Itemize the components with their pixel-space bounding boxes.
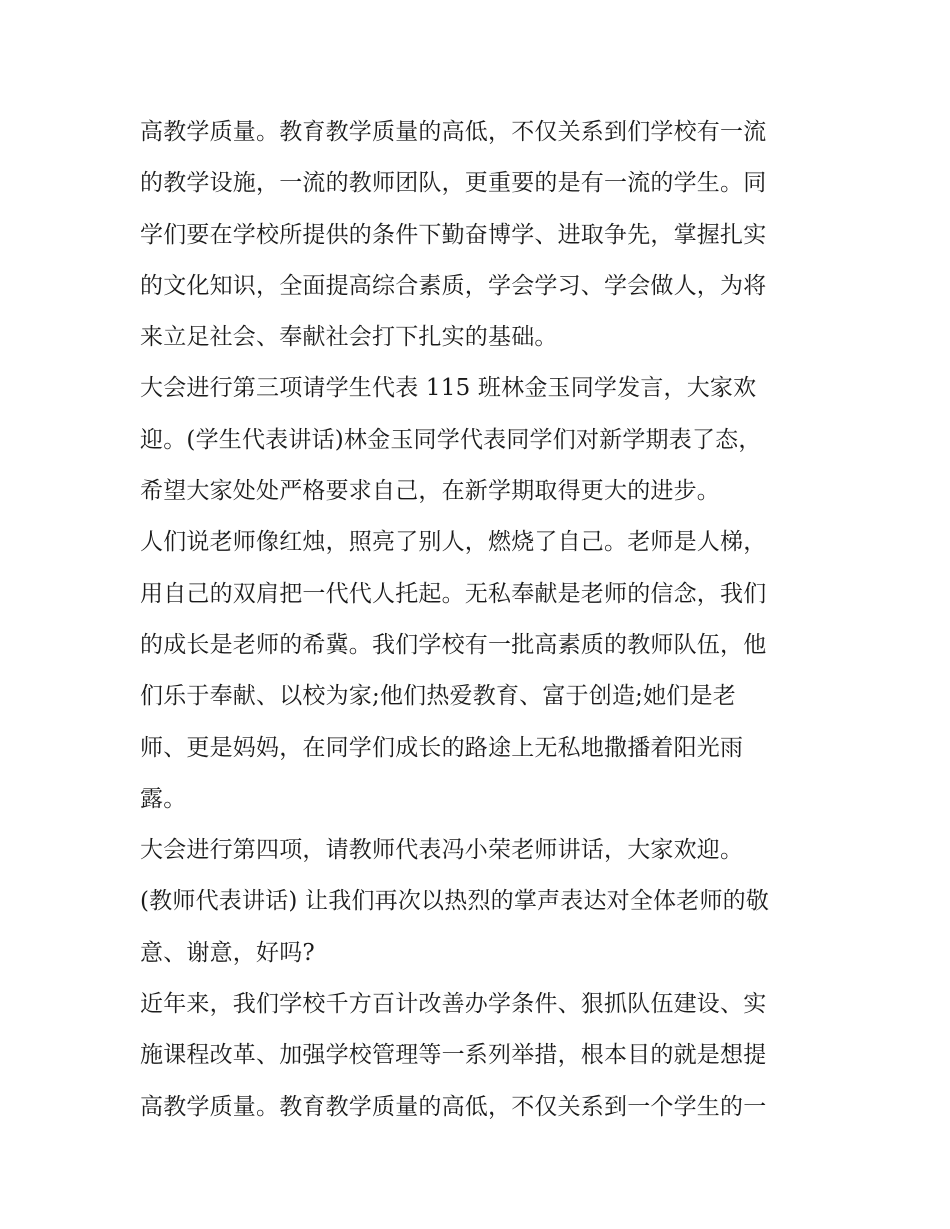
text-line: 来立足社会、奉献社会打下扎实的基础。 bbox=[140, 324, 558, 351]
text-line: 近年来，我们学校千方百计改善办学条件、狠抓队伍建设、实 bbox=[140, 991, 767, 1018]
text-line: 学们要在学校所提供的条件下勤奋博学、进取争先，掌握扎实 bbox=[140, 221, 767, 248]
text-line: 高教学质量。教育教学质量的高低，不仅关系到们学校有一流 bbox=[140, 119, 767, 145]
text-line: 大会进行第四项，请教师代表冯小荣老师讲话，大家欢迎。 bbox=[140, 837, 744, 864]
text-line: 的文化知识，全面提高综合素质，学会学习、学会做人，为将 bbox=[140, 272, 767, 299]
document-body bbox=[140, 107, 815, 1133]
text-line: 们乐于奉献、以校为家;他们热爱教育、富于创造;她们是老 bbox=[140, 683, 736, 710]
text-line: 希望大家处处严格要求自己，在新学期取得更大的进步。 bbox=[140, 478, 720, 505]
text-line: 的教学设施，一流的教师团队，更重要的是有一流的学生。同 bbox=[140, 170, 767, 197]
text-line: (教师代表讲话) 让我们再次以热烈的掌声表达对全体老师的敬 bbox=[140, 888, 770, 915]
text-line: 人们说老师像红烛，照亮了别人，燃烧了自己。老师是人梯， bbox=[140, 529, 767, 556]
text-line: 露。 bbox=[140, 785, 187, 812]
text-line: 用自己的双肩把一代代人托起。无私奉献是老师的信念，我们 bbox=[140, 580, 767, 607]
text-line: 的成长是老师的希冀。我们学校有一批高素质的教师队伍，他 bbox=[140, 631, 767, 658]
text-line: 高教学质量。教育教学质量的高低，不仅关系到一个学生的一 bbox=[140, 1093, 767, 1120]
text-line: 意、谢意，好吗? bbox=[140, 939, 315, 966]
text-line: 迎。(学生代表讲话)林金玉同学代表同学们对新学期表了态， bbox=[140, 426, 762, 453]
text-line: 施课程改革、加强学校管理等一系列举措，根本目的就是想提 bbox=[140, 1042, 767, 1069]
text-line: 师、更是妈妈，在同学们成长的路途上无私地撒播着阳光雨 bbox=[140, 734, 744, 761]
text-line: 大会进行第三项请学生代表 115 班林金玉同学发言，大家欢 bbox=[140, 375, 757, 402]
